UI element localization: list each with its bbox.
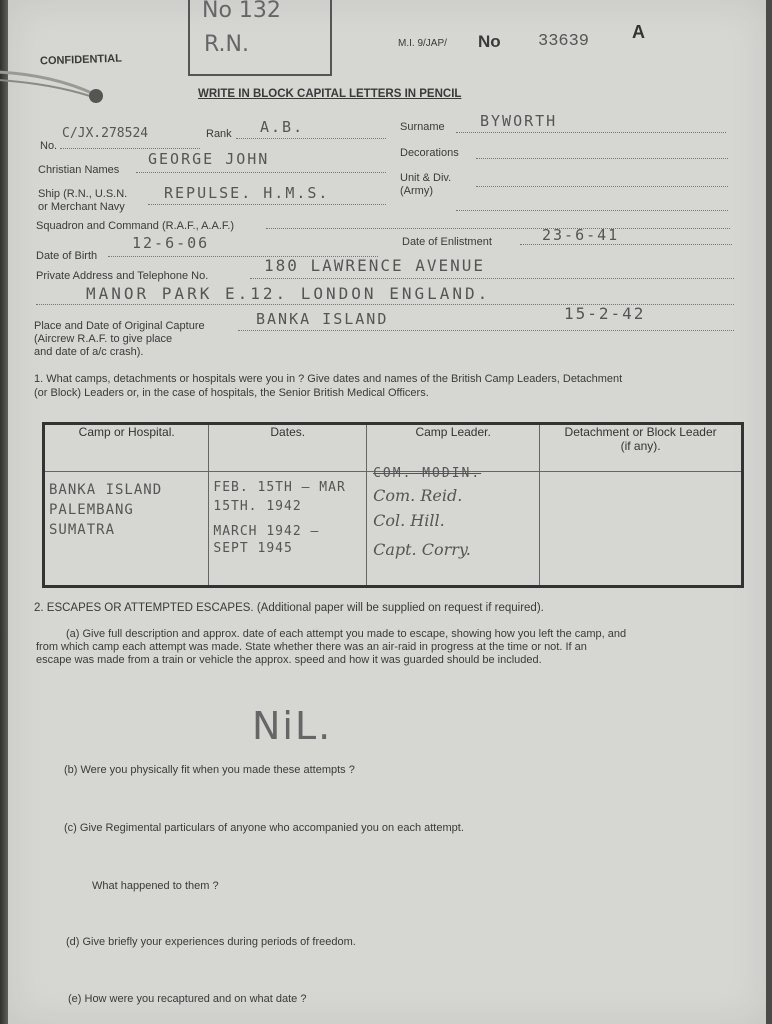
- rank-label: Rank: [206, 128, 232, 140]
- escape-answer: NiL.: [252, 704, 333, 748]
- unit-label-line1: Unit & Div.: [400, 172, 452, 184]
- camp-cell: [44, 472, 209, 587]
- form-ref: M.I. 9/JAP/: [398, 38, 447, 49]
- ship-label-line1: Ship (R.N., U.S.N.: [38, 188, 128, 200]
- question-2d: (d) Give briefly your experiences during periods of freedom.: [66, 936, 356, 948]
- christian-names-label: Christian Names: [38, 164, 120, 176]
- camp-line: SUMATRA: [49, 522, 116, 538]
- confidential-label: CONFIDENTIAL: [39, 52, 123, 68]
- capture-label-line1: Place and Date of Original Capture: [34, 320, 205, 332]
- capture-label-line3: and date of a/c crash).: [34, 346, 144, 358]
- question-2b: (b) Were you physically fit when you made these attempts ?: [64, 764, 355, 776]
- question-2a-line2: from which camp each attempt was made. State whether there was an air-raid in progress at the time or not. If an: [36, 641, 587, 653]
- header-camp: Camp or Hospital.: [44, 424, 209, 472]
- dob-label: Date of Birth: [36, 250, 98, 262]
- unit-label-line2: (Army): [400, 185, 433, 197]
- leader-line: Capt. Corry.: [373, 540, 471, 559]
- squadron-label: Squadron and Command (R.A.F., A.A.F.): [36, 220, 235, 232]
- service-number: C/JX.278524: [62, 126, 149, 141]
- question-2e: (e) How were you recaptured and on what date ?: [68, 993, 307, 1005]
- instruction-heading: WRITE IN BLOCK CAPITAL LETTERS IN PENCIL: [198, 88, 462, 100]
- dates-cell: [209, 472, 367, 587]
- stamp-rn: R.N.: [204, 32, 249, 57]
- rn-stamp: [188, 0, 332, 76]
- surname-label: Surname: [400, 121, 445, 133]
- christian-names-value: GEORGE JOHN: [148, 150, 270, 168]
- form-number: 33639: [538, 32, 590, 51]
- dates-line: MARCH 1942 –: [213, 524, 320, 539]
- question-2a-line1: (a) Give full description and approx. date of each attempt you made to escape, showing how you left the camp, and: [66, 628, 627, 640]
- ship-label-line2: or Merchant Navy: [38, 201, 125, 213]
- no-label: No.: [40, 140, 58, 152]
- dates-line: FEB. 15TH – MAR: [213, 480, 346, 495]
- form-suffix: A: [632, 22, 645, 42]
- header-dates: Dates.: [209, 424, 367, 472]
- form-no-label: No: [478, 32, 501, 51]
- question-1: [34, 372, 744, 400]
- capture-label-line2: (Aircrew R.A.F. to give place: [34, 333, 173, 345]
- enlistment-label: Date of Enlistment: [402, 236, 492, 248]
- header-leader: Camp Leader.: [367, 424, 540, 472]
- decorations-label: Decorations: [400, 147, 459, 159]
- rank-value: A.B.: [260, 118, 305, 136]
- question-2c: (c) Give Regimental particulars of anyone who accompanied you on each attempt.: [64, 822, 464, 834]
- address-line2: MANOR PARK E.12. LONDON ENGLAND.: [86, 284, 491, 303]
- enlistment-value: 23-6-41: [542, 226, 620, 244]
- ship-value: REPULSE. H.M.S.: [164, 184, 330, 202]
- question-1-line2: (or Block) Leaders or, in the case of hospitals, the Senior British Medical Officers.: [34, 387, 429, 399]
- detachment-cell: [540, 472, 743, 587]
- form-paper: [8, 0, 766, 1024]
- leader-cell: [367, 466, 540, 587]
- ship-label: [38, 188, 127, 214]
- question-2a: [36, 628, 748, 667]
- address-line1: 180 LAWRENCE AVENUE: [264, 256, 486, 275]
- capture-place: BANKA ISLAND: [256, 310, 389, 328]
- address-label: Private Address and Telephone No.: [36, 270, 209, 282]
- capture-label: [34, 320, 205, 359]
- header-detachment: Detachment or Block Leader (if any).: [540, 424, 743, 472]
- leader-struck: COM. MODIN.: [373, 466, 482, 481]
- leader-line: Col. Hill.: [373, 511, 445, 530]
- dates-line: SEPT 1945: [213, 541, 293, 556]
- leader-line: Com. Reid.: [373, 486, 463, 505]
- camp-line: BANKA ISLAND: [49, 482, 163, 498]
- capture-date: 15-2-42: [564, 304, 646, 323]
- string-tie-icon: [0, 60, 128, 110]
- camp-table-row: [44, 472, 743, 587]
- question-2a-line3: escape was made from a train or vehicle the approx. speed and how it was guarded should be included.: [36, 654, 542, 666]
- stamp-number: No 132: [202, 0, 281, 23]
- dob-value: 12-6-06: [132, 234, 210, 252]
- question-2c-followup: What happened to them ?: [92, 880, 219, 892]
- question-2-title: 2. ESCAPES OR ATTEMPTED ESCAPES. (Additional paper will be supplied on request if required).: [34, 602, 544, 614]
- question-1-line1: 1. What camps, detachments or hospitals were you in ? Give dates and names of the British Camp Leaders, Detachment: [34, 373, 623, 385]
- surname-value: BYWORTH: [480, 112, 558, 130]
- camp-line: PALEMBANG: [49, 502, 134, 518]
- unit-label: [400, 172, 451, 198]
- dates-line: 15TH. 1942: [213, 499, 302, 514]
- camp-table-header-row: [44, 424, 743, 472]
- camp-table: [42, 422, 744, 588]
